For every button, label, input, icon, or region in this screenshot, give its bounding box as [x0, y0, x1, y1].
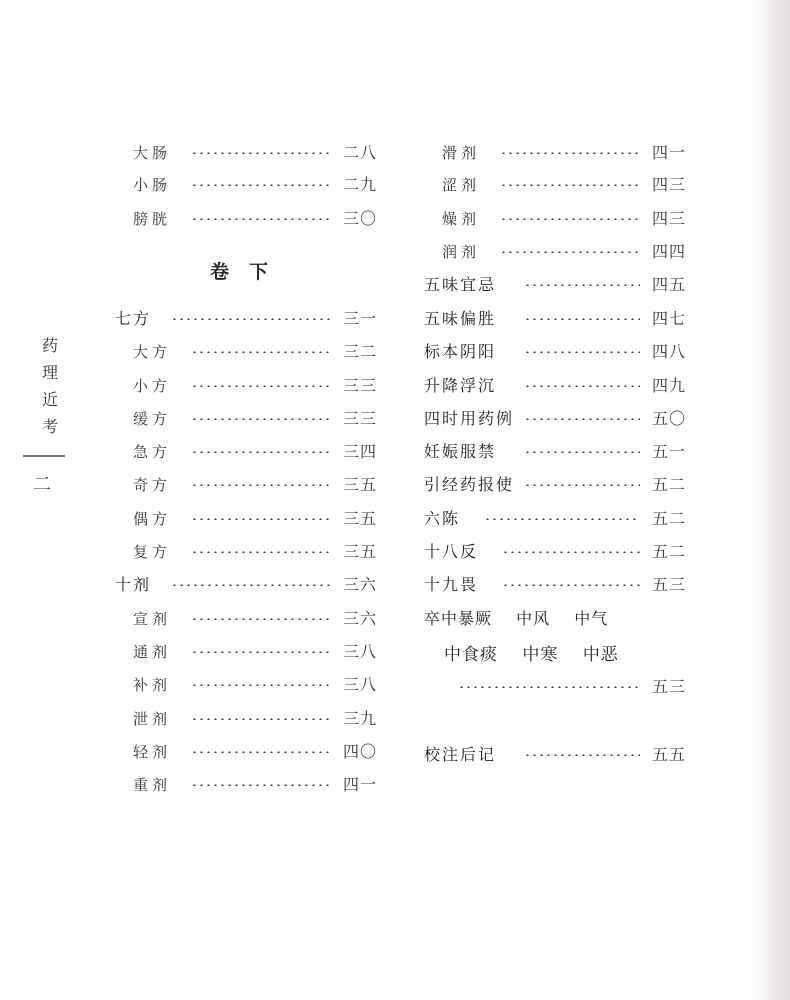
toc-entry-page: 四〇: [342, 742, 377, 761]
toc-entry[interactable]: [424, 240, 686, 264]
leader-dots: [191, 684, 331, 686]
toc-entry-page: 四四: [651, 242, 686, 261]
toc-entry-label: 涩剂: [442, 176, 481, 194]
toc-entry-page: 三六: [342, 575, 377, 594]
toc-entry-label: 升降浮沉: [424, 376, 497, 395]
toc-entry-label: 中食痰: [444, 645, 498, 665]
toc-entry-page: 三三: [342, 376, 377, 395]
toc-entry-page: 三九: [342, 709, 377, 728]
toc-entry-page: 三八: [342, 675, 377, 694]
leader-dots: [524, 284, 640, 286]
toc-entry[interactable]: [424, 573, 686, 597]
toc-entry-page: 五三: [651, 677, 686, 696]
toc-entry[interactable]: [424, 540, 686, 564]
toc-multi-entry-line2[interactable]: [444, 640, 637, 665]
toc-entry[interactable]: [115, 507, 377, 531]
toc-entry[interactable]: [424, 743, 686, 767]
running-title-char: 理: [41, 363, 58, 382]
toc-entry-page: 四九: [651, 376, 686, 395]
toc-entry-label: 轻剂: [133, 743, 172, 761]
leader-dots: [502, 584, 640, 586]
toc-entry-page: 三四: [342, 442, 377, 461]
toc-entry-label: 急方: [133, 443, 172, 461]
toc-entry-label: 中恶: [582, 645, 619, 665]
toc-entry[interactable]: [115, 540, 377, 564]
toc-entry-label: 燥剂: [442, 210, 481, 228]
leader-dots: [191, 218, 331, 220]
leader-dots: [524, 385, 640, 387]
page-edge-shadow: [750, 0, 790, 1000]
toc-entry-label: 标本阴阳: [424, 342, 497, 361]
toc-entry-label: 小肠: [133, 176, 172, 194]
toc-entry-page: 三三: [342, 409, 377, 428]
toc-entry-label: 泄剂: [133, 710, 172, 728]
leader-dots: [500, 218, 640, 220]
toc-entry[interactable]: [115, 707, 377, 731]
leader-dots: [500, 251, 640, 253]
leader-dots: [191, 351, 331, 353]
toc-entry[interactable]: [115, 307, 377, 331]
toc-entry[interactable]: [115, 374, 377, 398]
leader-dots: [502, 551, 640, 553]
leader-dots: [191, 518, 331, 520]
toc-entry[interactable]: [115, 673, 377, 697]
toc-entry[interactable]: [115, 607, 377, 631]
toc-entry[interactable]: [115, 173, 377, 197]
toc-entry-label: 补剂: [133, 676, 172, 694]
leader-dots: [171, 584, 331, 586]
toc-multi-entry-page-line[interactable]: [424, 675, 686, 699]
toc-entry-page: 五二: [651, 475, 686, 494]
toc-entry[interactable]: [115, 773, 377, 797]
toc-entry-page: 四五: [651, 275, 686, 294]
toc-entry[interactable]: [424, 374, 686, 398]
leader-dots: [191, 451, 331, 453]
toc-entry[interactable]: [115, 407, 377, 431]
leader-dots: [524, 754, 640, 756]
toc-entry-page: 三五: [342, 509, 377, 528]
leader-dots: [191, 651, 331, 653]
toc-entry-label: 偶方: [133, 510, 172, 528]
leader-dots: [191, 418, 331, 420]
toc-entry-page: 四一: [651, 143, 686, 162]
toc-entry[interactable]: [424, 141, 686, 165]
leader-dots: [191, 718, 331, 720]
leader-dots: [191, 385, 331, 387]
toc-entry-label: 七方: [115, 309, 152, 328]
toc-entry-label: 润剂: [442, 243, 481, 261]
toc-multi-entry-line1[interactable]: [424, 606, 626, 629]
toc-entry-label: 校注后记: [424, 745, 497, 764]
leader-dots: [524, 451, 640, 453]
toc-entry-page: 三八: [342, 642, 377, 661]
leader-dots: [484, 518, 640, 520]
toc-entry-label: 小方: [133, 377, 172, 395]
leader-dots: [524, 318, 640, 320]
leader-dots: [500, 184, 640, 186]
toc-entry-label: 滑剂: [442, 144, 481, 162]
leader-dots: [191, 184, 331, 186]
leader-dots: [524, 351, 640, 353]
leader-dots: [524, 484, 640, 486]
toc-entry-label: 五味偏胜: [424, 309, 497, 328]
toc-entry-page: 五〇: [651, 409, 686, 428]
toc-entry-label: 复方: [133, 543, 172, 561]
toc-entry-page: 三六: [342, 609, 377, 628]
toc-entry[interactable]: [115, 640, 377, 664]
toc-entry-label: 十剂: [115, 575, 152, 594]
leader-dots: [191, 551, 331, 553]
toc-entry-page: 三一: [342, 309, 377, 328]
toc-entry-page: 四三: [651, 209, 686, 228]
toc-entry-label: 六陈: [424, 509, 461, 528]
leader-dots: [524, 418, 640, 420]
toc-entry-label: 五味宜忌: [424, 275, 497, 294]
leader-dots: [191, 484, 331, 486]
toc-entry[interactable]: [115, 473, 377, 497]
toc-entry-label: 四时用药例: [424, 409, 515, 428]
toc-entry[interactable]: [424, 207, 686, 231]
toc-entry-label: 大肠: [133, 144, 172, 162]
running-title-divider: [23, 455, 65, 457]
toc-entry-page: 五一: [651, 442, 686, 461]
toc-entry[interactable]: [424, 440, 686, 464]
toc-entry-page: 三〇: [342, 209, 377, 228]
toc-entry-page: 二八: [342, 143, 377, 162]
toc-entry[interactable]: [115, 207, 377, 231]
toc-entry-page: 四七: [651, 309, 686, 328]
toc-entry[interactable]: [424, 473, 686, 497]
toc-entry-label: 卒中暴厥: [424, 609, 493, 628]
running-title-char: 考: [41, 417, 58, 436]
toc-entry-label: 十八反: [424, 542, 479, 561]
toc-entry[interactable]: [115, 740, 377, 764]
leader-dots: [191, 152, 331, 154]
toc-entry-page: 四一: [342, 775, 377, 794]
toc-entry-page: 五三: [651, 575, 686, 594]
toc-entry-label: 宣剂: [133, 610, 172, 628]
toc-entry[interactable]: [424, 407, 686, 431]
toc-entry-page: 四三: [651, 175, 686, 194]
toc-entry[interactable]: [424, 273, 686, 297]
toc-entry-label: 通剂: [133, 643, 172, 661]
toc-entry[interactable]: [424, 507, 686, 531]
toc-entry-page: 二九: [342, 175, 377, 194]
toc-entry-label: 奇方: [133, 476, 172, 494]
toc-entry-page: 四八: [651, 342, 686, 361]
toc-entry[interactable]: [115, 340, 377, 364]
toc-entry-page: 三二: [342, 342, 377, 361]
toc-entry[interactable]: [115, 141, 377, 165]
leader-dots: [191, 784, 331, 786]
toc-entry-label: 中气: [574, 609, 609, 628]
toc-entry-label: 中风: [516, 609, 551, 628]
toc-entry[interactable]: [424, 173, 686, 197]
running-title: [35, 332, 65, 440]
toc-entry-page: 三五: [342, 475, 377, 494]
toc-entry[interactable]: [115, 573, 377, 597]
toc-entry-page: 五二: [651, 509, 686, 528]
toc-entry[interactable]: [424, 340, 686, 364]
toc-entry-label: 大方: [133, 343, 172, 361]
toc-entry-page: 五二: [651, 542, 686, 561]
toc-entry[interactable]: [424, 307, 686, 331]
running-title-char: 近: [41, 390, 58, 409]
toc-entry-label: 中寒: [522, 645, 559, 665]
leader-dots: [458, 686, 640, 688]
leader-dots: [500, 152, 640, 154]
toc-entry-page: 五五: [651, 745, 686, 764]
toc-entry-label: 重剂: [133, 776, 172, 794]
toc-entry-label: 十九畏: [424, 575, 479, 594]
running-title-char: 药: [41, 336, 58, 355]
page-number: 二: [33, 474, 51, 495]
section-heading: 卷下: [210, 261, 289, 283]
leader-dots: [191, 751, 331, 753]
toc-entry[interactable]: [115, 440, 377, 464]
toc-entry-label: 膀胱: [133, 210, 172, 228]
toc-entry-page: 三五: [342, 542, 377, 561]
leader-dots: [171, 318, 331, 320]
toc-entry-label: 缓方: [133, 410, 172, 428]
toc-entry-label: 妊娠服禁: [424, 442, 497, 461]
toc-entry-label: 引经药报使: [424, 475, 515, 494]
leader-dots: [191, 618, 331, 620]
